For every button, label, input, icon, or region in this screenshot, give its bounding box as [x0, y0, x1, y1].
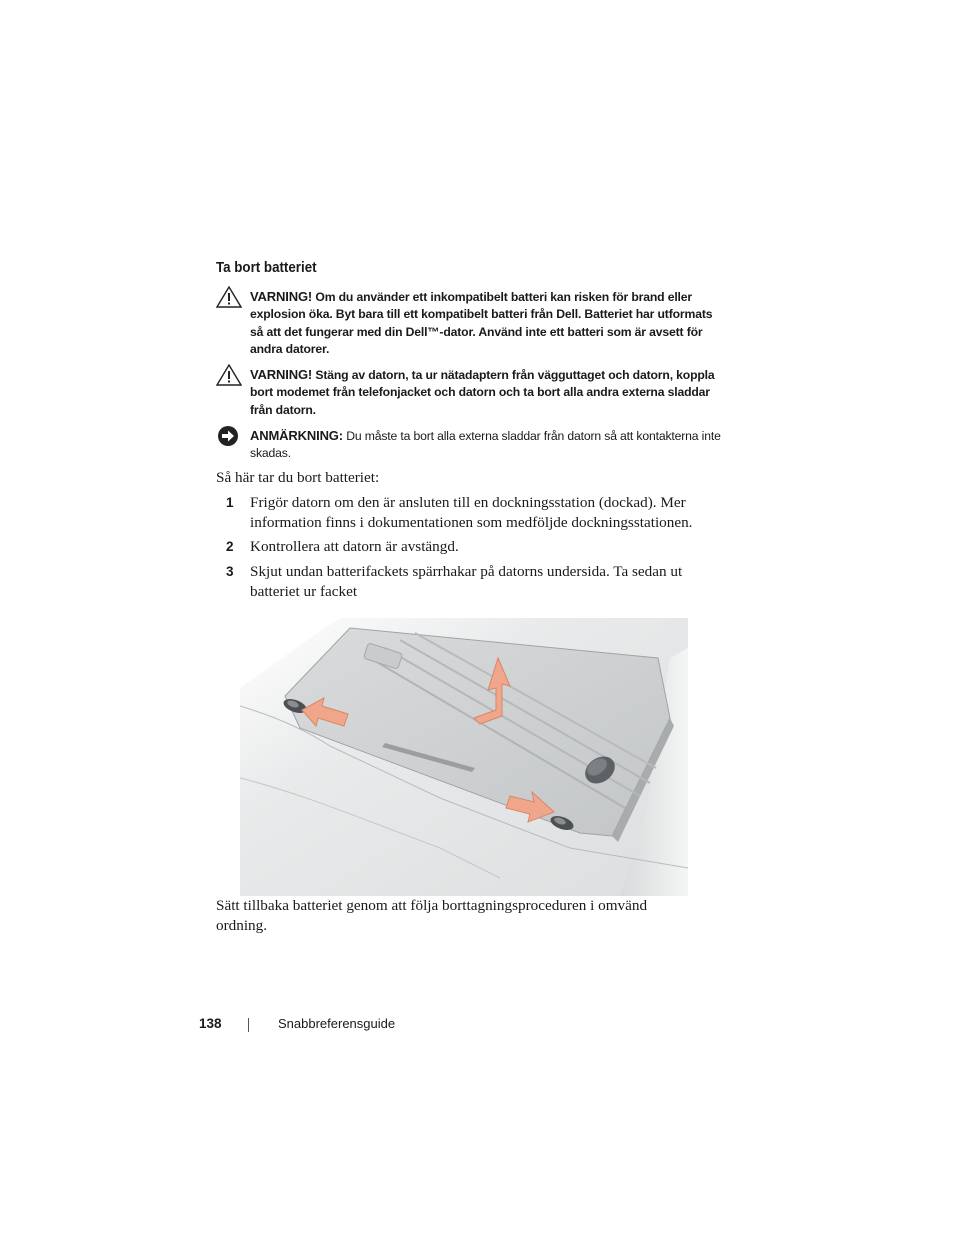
page-number: 138	[199, 1016, 222, 1031]
battery-removal-illustration	[240, 618, 688, 896]
warning-lead-2: VARNING!	[250, 367, 313, 382]
guide-title: Snabbreferensguide	[278, 1016, 396, 1031]
step-text: Skjut undan batterifackets spärrhakar på datorns undersida. Ta sedan ut batteriet ur facket	[250, 563, 683, 600]
step-text: Frigör datorn om den är ansluten till en dockningsstation (dockad). Mer information finns i dokumentationen som medföljde dockningsstationen.	[250, 494, 693, 531]
warning-text-2	[250, 366, 725, 419]
warning-body-2: Stäng av datorn, ta ur nätadaptern från vägguttaget och datorn, koppla bort modemet från telefonjacket och datorn och ta bort alla andra externa sladdar från datorn.	[250, 368, 715, 417]
warning-triangle-icon	[216, 364, 242, 386]
warning-triangle-icon	[216, 286, 242, 308]
notice-lead: ANMÄRKNING:	[250, 428, 343, 443]
notice-text	[250, 427, 725, 463]
step-number: 1	[226, 495, 234, 510]
warning-lead-1: VARNING!	[250, 289, 313, 304]
step-number: 3	[226, 564, 234, 579]
step-number: 2	[226, 539, 234, 554]
footer-separator	[248, 1018, 249, 1032]
section-title: Ta bort batteriet	[216, 260, 317, 276]
intro-text: Så här tar du bort batteriet:	[216, 469, 380, 486]
warning-text-1	[250, 288, 725, 358]
step-text: Kontrollera att datorn är avstängd.	[250, 538, 459, 555]
notice-arrow-icon	[216, 425, 242, 447]
warning-body-1: Om du använder ett inkompatibelt batteri kan risken för brand eller explosion öka. Byt bara till ett kompatibelt batteri från Dell. Batteriet har utformats så att det fungerar med din Dell™-dator. Använd inte ett batteri som är avsett för andra datorer.	[250, 290, 713, 356]
notice-body: Du måste ta bort alla externa sladdar från datorn så att kontakterna inte skadas.	[250, 429, 721, 461]
closing-text: Sätt tillbaka batteriet genom att följa borttagningsproceduren i omvänd ordning.	[216, 897, 648, 934]
